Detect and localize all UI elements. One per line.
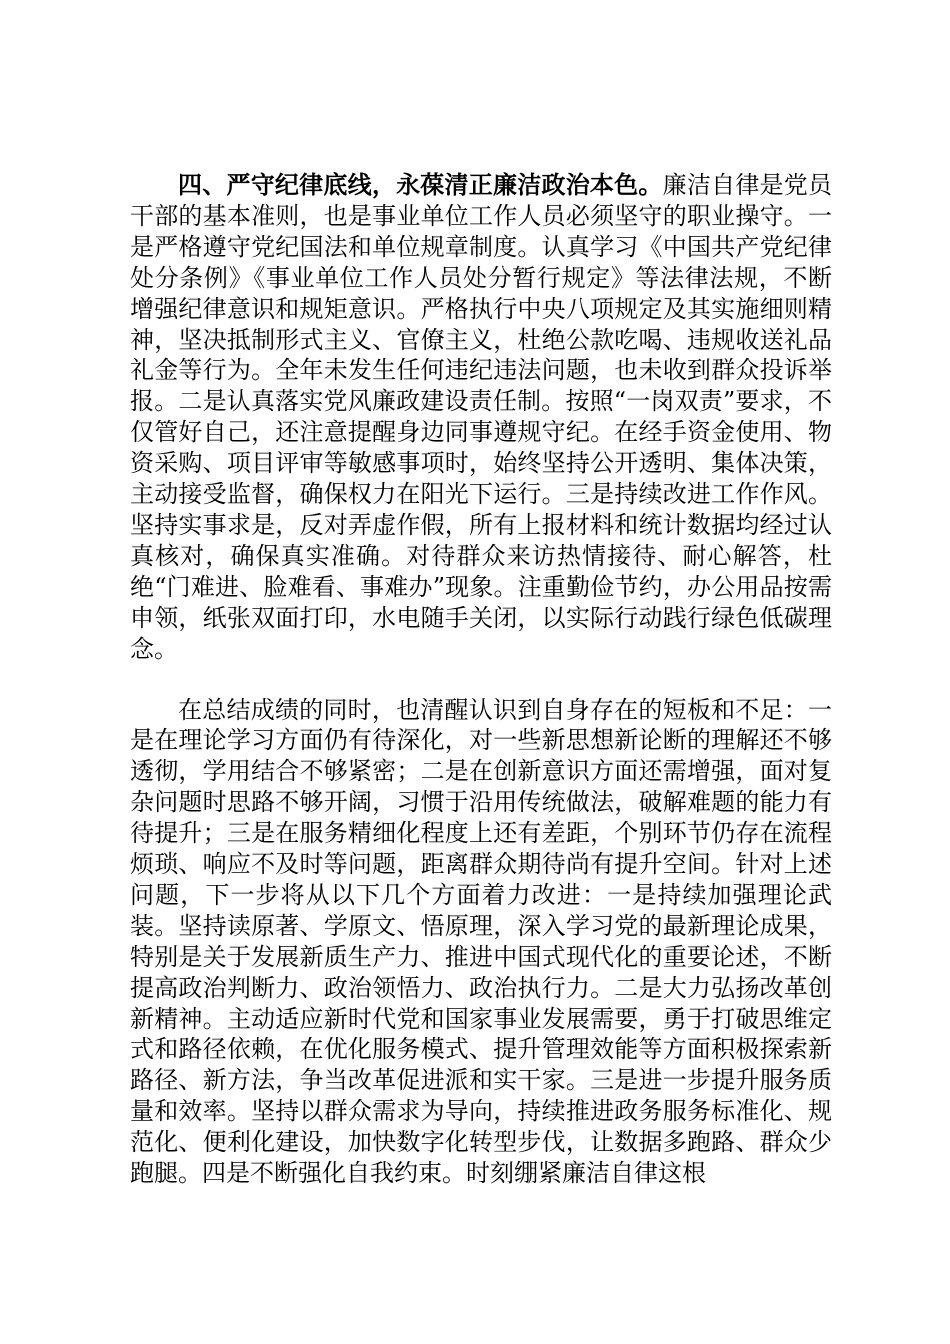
paragraph-discipline xyxy=(130,170,832,665)
section-heading: 四、严守纪律底线，永葆清正廉洁政治本色。 xyxy=(178,170,663,199)
document-page xyxy=(130,170,832,1189)
paragraph-body: 廉洁自律是党员干部的基本准则，也是事业单位工作人员必须坚守的职业操守。一是严格遵守党纪国法和单位规章制度。认真学习《中国共产党纪律处分条例》《事业单位工作人员处分暂行规定》等法律法规，不断增强纪律意识和规矩意识。严格执行中央八项规定及其实施细则精神，坚决抵制形式主义、官僚主义，杜绝公款吃喝、违规收送礼品礼金等行为。全年未发生任何违纪违法问题，也未收到群众投诉举报。二是认真落实党风廉政建设责任制。按照“一岗双责”要求，不仅管好自己，还注意提醒身边同事遵规守纪。在经手资金使用、物资采购、项目评审等敏感事项时，始终坚持公开透明、集体决策，主动接受监督，确保权力在阳光下运行。三是持续改进工作作风。坚持实事求是，反对弄虚作假，所有上报材料和统计数据均经过认真核对，确保真实准确。对待群众来访热情接待、耐心解答，杜绝“门难进、脸难看、事难办”现象。注重勤俭节约，办公用品按需申领，纸张双面打印，水电随手关闭，以实际行动践行绿色低碳理念。 xyxy=(130,171,833,663)
paragraph-shortcomings xyxy=(130,695,832,1190)
paragraph-body: 在总结成绩的同时，也清醒认识到自身存在的短板和不足：一是在理论学习方面仍有待深化，对一些新思想新论断的理解还不够透彻，学用结合不够紧密；二是在创新意识方面还需增强，面对复杂问题时思路不够开阔，习惯于沿用传统做法，破解难题的能力有待提升；三是在服务精细化程度上还有差距，个别环节仍存在流程烦琐、响应不及时等问题，距离群众期待尚有提升空间。针对上述问题，下一步将从以下几个方面着力改进：一是持续加强理论武装。坚持读原著、学原文、悟原理，深入学习党的最新理论成果，特别是关于发展新质生产力、推进中国式现代化的重要论述，不断提高政治判断力、政治领悟力、政治执行力。二是大力弘扬改革创新精神。主动适应新时代党和国家事业发展需要，勇于打破思维定式和路径依赖，在优化服务模式、提升管理效能等方面积极探索新路径、新方法，争当改革促进派和实干家。三是进一步提升服务质量和效率。坚持以群众需求为导向，持续推进政务服务标准化、规范化、便利化建设，加快数字化转型步伐，让数据多跑路、群众少跑腿。四是不断强化自我约束。时刻绷紧廉洁自律这根 xyxy=(130,695,832,1188)
